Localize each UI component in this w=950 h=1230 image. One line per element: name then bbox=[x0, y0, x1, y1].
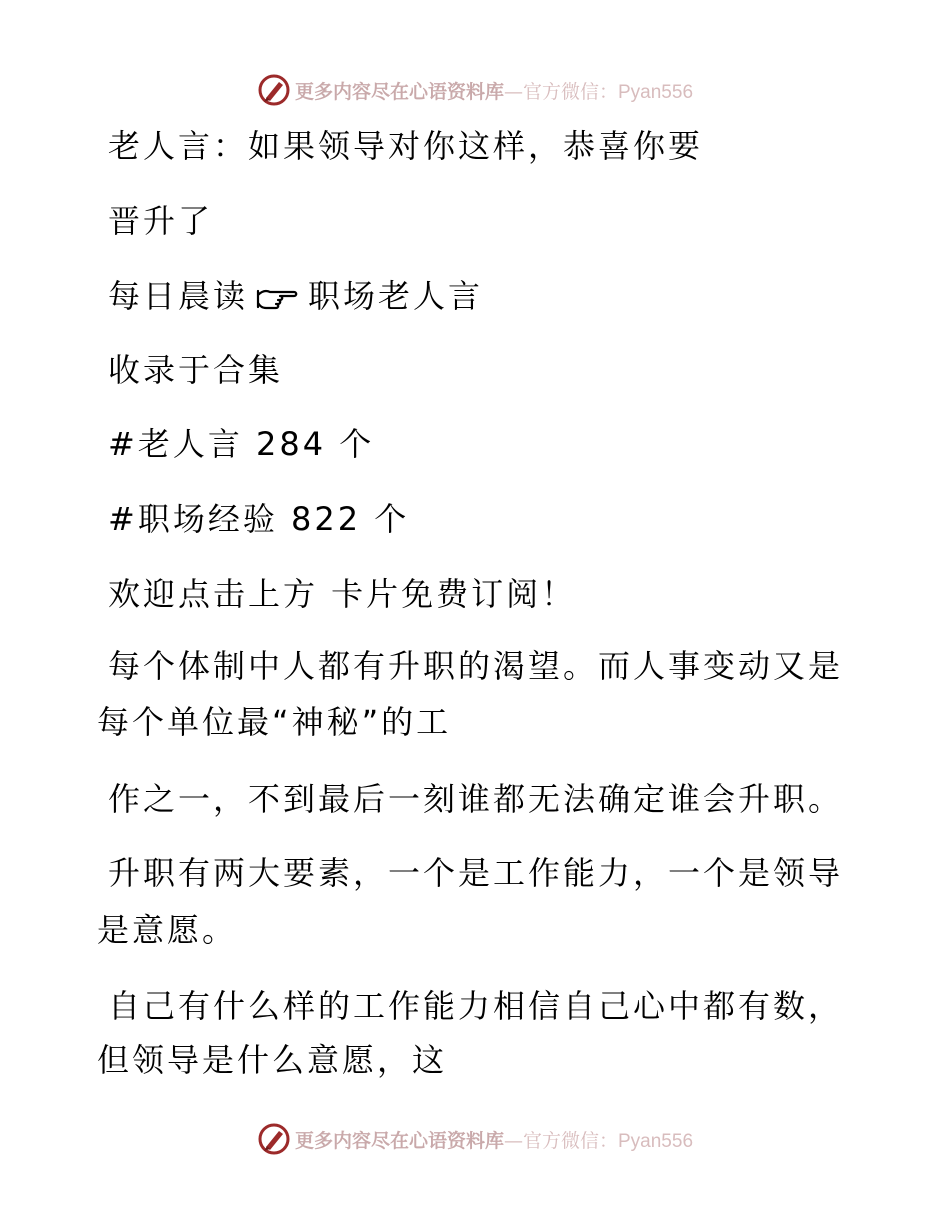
tag-laorenyan[interactable]: #老人言 284 个 bbox=[108, 425, 375, 463]
watermark-contact: —官方微信：Pyan556 bbox=[503, 80, 694, 103]
paragraph-1-line-2: 每个单位最“神秘”的工 bbox=[97, 703, 452, 741]
title-line-1: 老人言：如果领导对你这样，恭喜你要 bbox=[108, 127, 704, 165]
pointing-hand-icon bbox=[254, 280, 300, 320]
footer-watermark bbox=[0, 1119, 950, 1159]
series-line bbox=[108, 276, 483, 320]
series-prefix: 每日晨读 bbox=[108, 277, 249, 315]
watermark-contact: —官方微信：Pyan556 bbox=[503, 1129, 694, 1152]
paragraph-2: 作之一，不到最后一刻谁都无法确定谁会升职。 bbox=[108, 780, 844, 818]
paragraph-3-line-2: 是意愿。 bbox=[97, 911, 238, 949]
header-watermark bbox=[0, 70, 950, 110]
pen-seal-icon bbox=[257, 1122, 291, 1156]
watermark-text: 更多内容尽在心语资料库 bbox=[294, 80, 504, 103]
series-name: 职场老人言 bbox=[308, 277, 484, 315]
tag-zhichang[interactable]: #职场经验 822 个 bbox=[108, 500, 410, 538]
wechat-id: Pyan556 bbox=[618, 81, 694, 103]
subscribe-line: 欢迎点击上方 卡片免费订阅！ bbox=[108, 575, 577, 613]
paragraph-1-line-1: 每个体制中人都有升职的渴望。而人事变动又是 bbox=[108, 647, 844, 685]
watermark-text: 更多内容尽在心语资料库 bbox=[294, 1129, 504, 1152]
wechat-id: Pyan556 bbox=[618, 1130, 694, 1152]
collection-label: 收录于合集 bbox=[108, 351, 284, 389]
paragraph-3-line-1: 升职有两大要素，一个是工作能力，一个是领导 bbox=[108, 854, 844, 892]
paragraph-4-line-1: 自己有什么样的工作能力相信自己心中都有数， bbox=[108, 987, 844, 1025]
title-line-2: 晋升了 bbox=[108, 202, 214, 240]
pen-seal-icon bbox=[257, 73, 291, 107]
paragraph-4-line-2: 但领导是什么意愿，这 bbox=[97, 1041, 448, 1079]
